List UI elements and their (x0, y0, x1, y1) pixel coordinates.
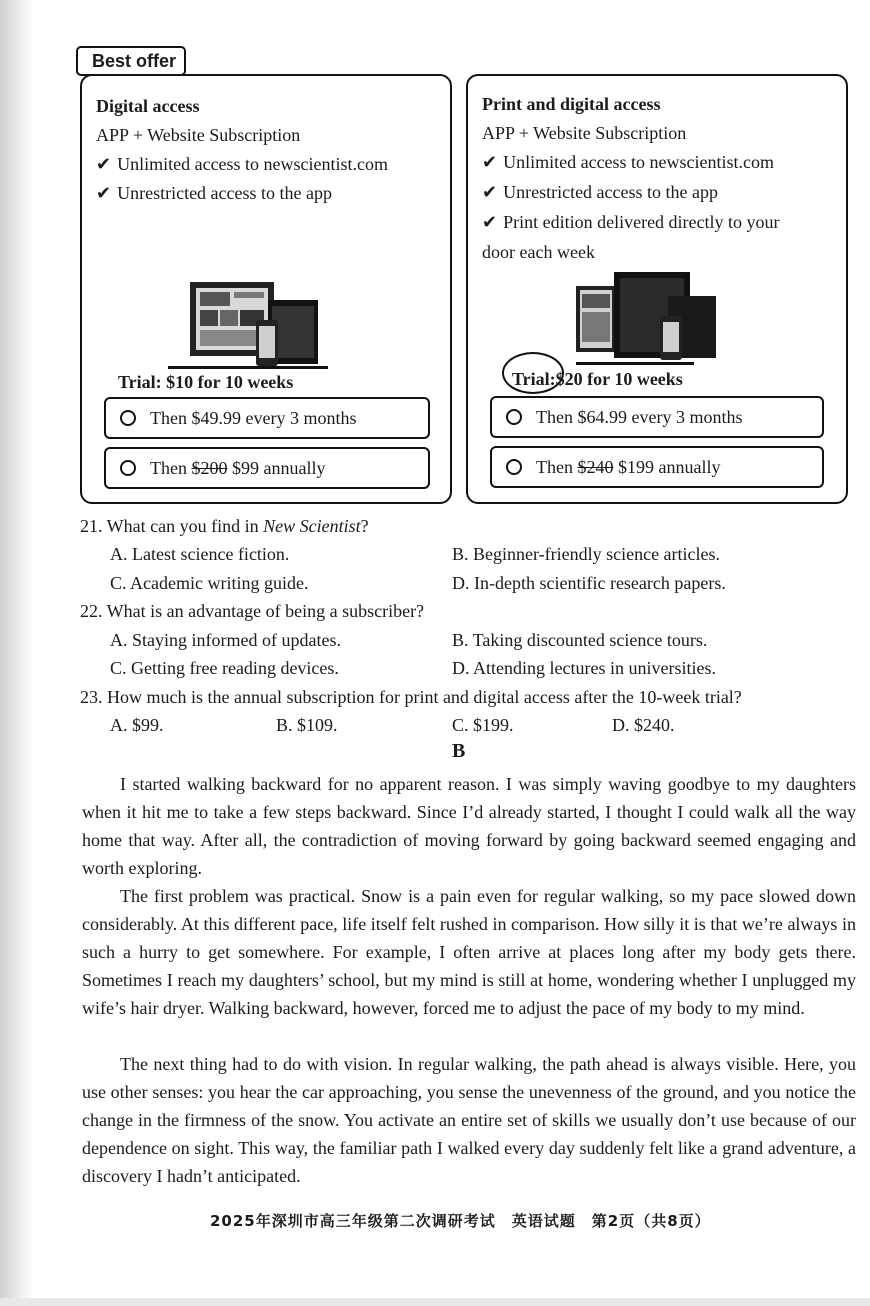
trial-price (512, 369, 683, 390)
check-icon: ✔ (482, 182, 498, 202)
feature-text: Print edition delivered directly to your (503, 212, 780, 232)
plan-title: Digital access (96, 96, 200, 116)
option-prefix: Then (150, 408, 187, 428)
devices-illustration (576, 272, 726, 366)
answer-option: D. $240. (612, 715, 675, 735)
question-stem-italic: New Scientist (263, 516, 361, 536)
trial-price: Trial: $10 for 10 weeks (118, 372, 294, 392)
option-price: $199 annually (617, 457, 721, 477)
option-prefix: Then (536, 457, 573, 477)
radio-button-icon[interactable] (506, 459, 522, 475)
feature-item (482, 152, 774, 173)
feature-text-continuation: door each week (482, 242, 595, 262)
answer-option: A. Latest science fiction. (110, 544, 290, 564)
trial-amount: $20 for 10 weeks (555, 369, 683, 389)
feature-item (482, 182, 718, 203)
option-prefix: Then (536, 407, 573, 427)
question-23: 23. How much is the annual subscription for print and digital access after the 10-week trial? (80, 687, 742, 707)
plan-subtitle: APP + Website Subscription (96, 125, 301, 145)
answer-option: C. Getting free reading devices. (110, 658, 339, 678)
plan-card-print-digital (466, 74, 848, 504)
passage-paragraph: The first problem was practical. Snow is a pain even for regular walking, so my pace slowed down considerably. At this different pace, life itself felt rushed in comparison. How silly it is that we’re always in such a hurry to get somewhere. For example, I often arrive at places long after my body gets there. Sometimes I reach my daughters’ school, but my mind is still at home, wondering whether I unplugged my wife’s hair dryer. Walking backward, however, forced me to adjust the pace of my body to my mind. (82, 886, 856, 1018)
option-price: $64.99 every 3 months (577, 407, 743, 427)
answer-option: A. $99. (110, 715, 164, 735)
old-price: $240 (577, 457, 614, 477)
answer-option: C. $199. (452, 715, 514, 735)
page-edge-shadow (0, 0, 34, 1306)
plan-option-quarterly[interactable] (490, 396, 824, 438)
plan-title: Print and digital access (482, 94, 661, 114)
feature-text: Unlimited access to newscientist.com (503, 152, 775, 172)
best-offer-badge: Best offer (76, 46, 186, 76)
old-price: $200 (191, 458, 228, 478)
option-price: $49.99 every 3 months (191, 408, 357, 428)
plan-subtitle: APP + Website Subscription (482, 123, 687, 143)
passage-paragraph: I started walking backward for no apparent reason. I was simply waving goodbye to my daughters when it hit me to take a few steps backward. Since I’d already started, I thought I could walk all the way home that way. After all, the contradiction of moving forward by going backward seemed engaging and worth exploring. (82, 774, 856, 878)
trial-label: Trial: (512, 369, 556, 389)
plan-option-annual[interactable] (490, 446, 824, 488)
answer-option: B. $109. (276, 715, 338, 735)
option-price: $99 annually (231, 458, 326, 478)
plan-option-quarterly[interactable] (104, 397, 430, 439)
question-22: 22. What is an advantage of being a subscriber? (80, 601, 425, 621)
section-heading: B (452, 740, 466, 762)
question-stem: 21. What can you find in (80, 516, 264, 536)
feature-item (96, 154, 388, 175)
answer-option: B. Beginner-friendly science articles. (452, 544, 721, 564)
answer-option: D. In-depth scientific research papers. (452, 573, 726, 593)
radio-button-icon[interactable] (120, 410, 136, 426)
radio-button-icon[interactable] (506, 409, 522, 425)
feature-text: Unlimited access to newscientist.com (117, 154, 389, 174)
check-icon: ✔ (482, 212, 498, 232)
plan-card-digital (80, 74, 452, 504)
question-stem-end: ? (360, 516, 369, 536)
question-21 (80, 516, 369, 537)
check-icon: ✔ (482, 152, 498, 172)
feature-text: Unrestricted access to the app (503, 182, 719, 202)
plan-option-annual[interactable] (104, 447, 430, 489)
check-icon: ✔ (96, 154, 112, 174)
passage-paragraph: The next thing had to do with vision. In regular walking, the path ahead is always visible. Here, you use other senses: you hear the car approaching, you sense the unevenness of the ground, and you notice the change in the firmness of the snow. You activate an entire set of skills we usually don’t use because of our dependence on sight. This way, the familiar path I walked every day suddenly felt like a grand adventure, a discovery I hadn’t anticipated. (82, 1054, 856, 1186)
option-prefix: Then (150, 458, 187, 478)
page-footer: 2025年深圳市高三年级第二次调研考试 英语试题 第2页（共8页） (210, 1212, 711, 1230)
answer-option: C. Academic writing guide. (110, 573, 309, 593)
devices-illustration (168, 280, 338, 370)
radio-button-icon[interactable] (120, 460, 136, 476)
answer-option: B. Taking discounted science tours. (452, 630, 708, 650)
feature-item (96, 183, 332, 204)
answer-option: D. Attending lectures in universities. (452, 658, 716, 678)
page-bottom-shade (0, 1298, 870, 1306)
answer-option: A. Staying informed of updates. (110, 630, 341, 650)
check-icon: ✔ (96, 183, 112, 203)
feature-text: Unrestricted access to the app (117, 183, 333, 203)
feature-item (482, 212, 780, 233)
